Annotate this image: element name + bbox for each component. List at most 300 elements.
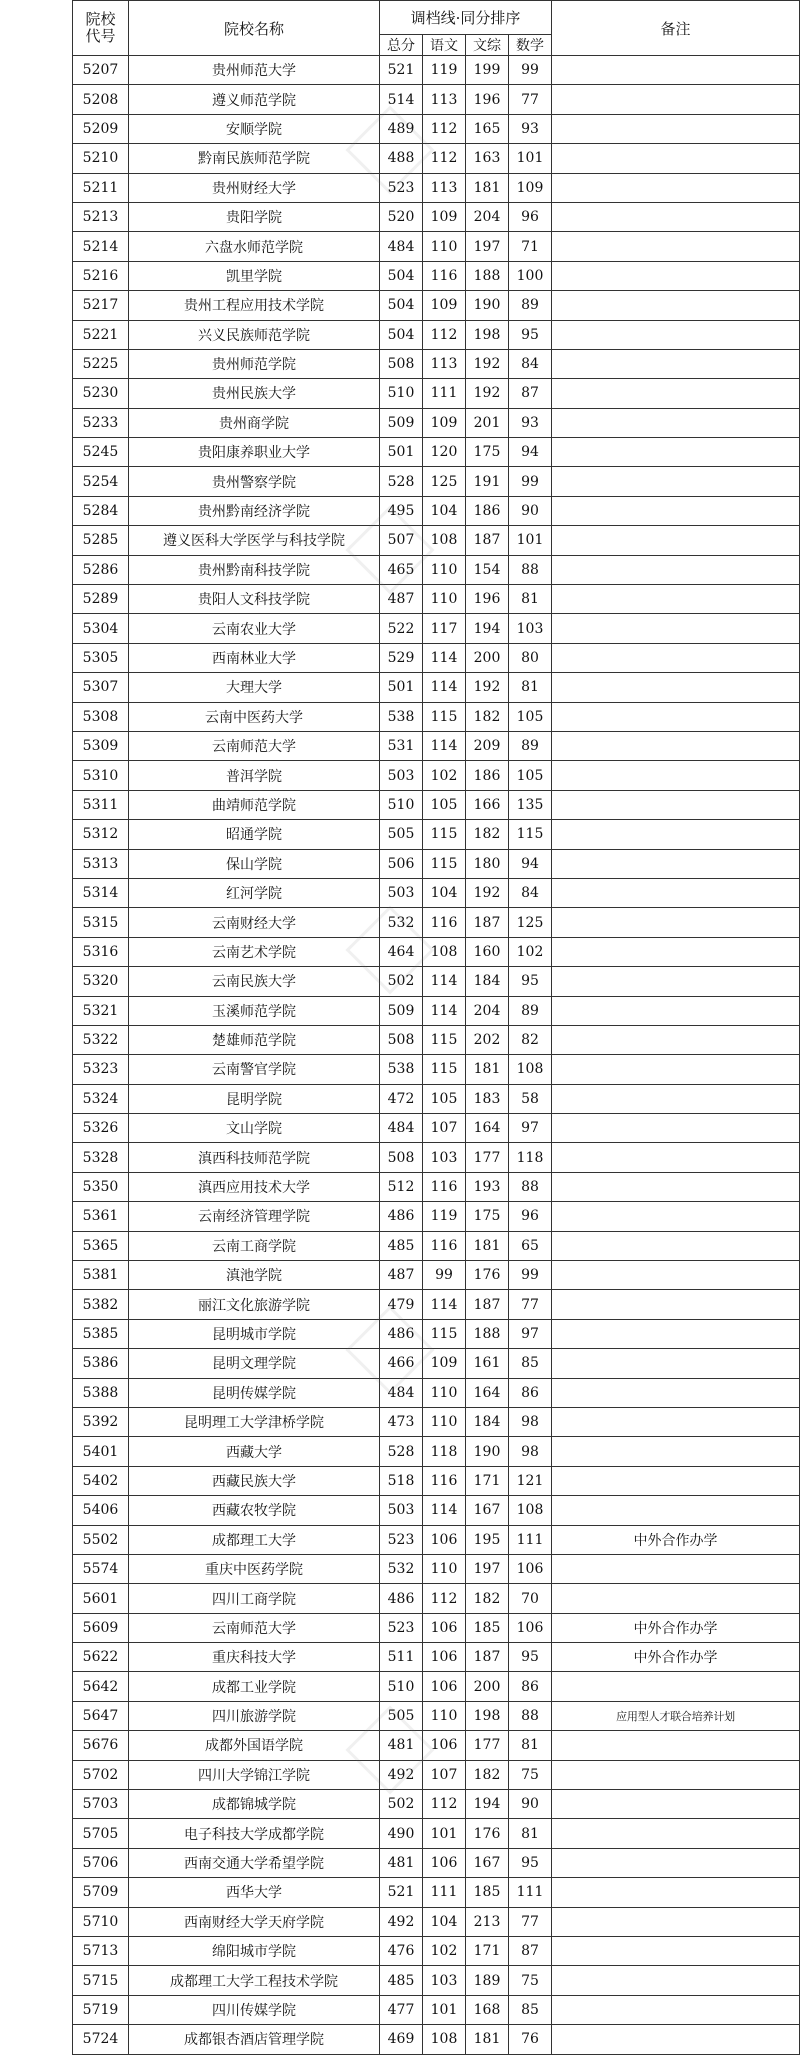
- cell-wenzong: 176: [466, 1819, 509, 1848]
- cell-total: 523: [380, 1613, 423, 1642]
- cell-code: 5286: [73, 555, 129, 584]
- cell-total: 477: [380, 1995, 423, 2024]
- cell-shuxue: 99: [509, 467, 552, 496]
- cell-yuwen: 109: [423, 1349, 466, 1378]
- cell-code: 5710: [73, 1907, 129, 1936]
- cell-code: 5713: [73, 1937, 129, 1966]
- cell-shuxue: 93: [509, 408, 552, 437]
- cell-school-name: 四川旅游学院: [129, 1701, 380, 1730]
- cell-wenzong: 182: [466, 1760, 509, 1789]
- cell-school-name: 贵阳学院: [129, 202, 380, 231]
- cell-yuwen: 115: [423, 1025, 466, 1054]
- cell-note: [552, 1466, 800, 1495]
- table-row: [73, 1643, 800, 1672]
- cell-note: [552, 1261, 800, 1290]
- cell-code: 5254: [73, 467, 129, 496]
- cell-code: 5285: [73, 526, 129, 555]
- cell-school-name: 贵州财经大学: [129, 173, 380, 202]
- cell-note: [552, 1819, 800, 1848]
- cell-code: 5381: [73, 1261, 129, 1290]
- cell-total: 466: [380, 1349, 423, 1378]
- cell-shuxue: 99: [509, 1261, 552, 1290]
- cell-note: [552, 496, 800, 525]
- cell-note: [552, 349, 800, 378]
- cell-wenzong: 182: [466, 702, 509, 731]
- cell-school-name: 绵阳城市学院: [129, 1937, 380, 1966]
- cell-wenzong: 171: [466, 1937, 509, 1966]
- table-row: [73, 1025, 800, 1054]
- cell-yuwen: 108: [423, 937, 466, 966]
- cell-yuwen: 109: [423, 202, 466, 231]
- header-school-name: 院校名称: [129, 1, 380, 56]
- table-row: [73, 173, 800, 202]
- cell-yuwen: 116: [423, 1231, 466, 1260]
- cell-note: [552, 379, 800, 408]
- cell-note: [552, 1731, 800, 1760]
- table-row: [73, 1378, 800, 1407]
- cell-note: [552, 526, 800, 555]
- cell-yuwen: 114: [423, 673, 466, 702]
- table-row: [73, 114, 800, 143]
- cell-total: 484: [380, 1114, 423, 1143]
- cell-shuxue: 98: [509, 1437, 552, 1466]
- cell-yuwen: 110: [423, 1407, 466, 1436]
- cell-note: [552, 202, 800, 231]
- cell-note: [552, 261, 800, 290]
- cell-code: 5326: [73, 1114, 129, 1143]
- cell-shuxue: 95: [509, 1643, 552, 1672]
- cell-shuxue: 81: [509, 1819, 552, 1848]
- cell-wenzong: 213: [466, 1907, 509, 1936]
- cell-wenzong: 188: [466, 1319, 509, 1348]
- cell-school-name: 昆明学院: [129, 1084, 380, 1113]
- cell-wenzong: 193: [466, 1172, 509, 1201]
- cell-total: 465: [380, 555, 423, 584]
- cell-note: [552, 908, 800, 937]
- cell-total: 521: [380, 1878, 423, 1907]
- cell-wenzong: 188: [466, 261, 509, 290]
- table-row: [73, 1819, 800, 1848]
- cell-wenzong: 177: [466, 1143, 509, 1172]
- cell-code: 5322: [73, 1025, 129, 1054]
- cell-code: 5310: [73, 761, 129, 790]
- cell-code: 5221: [73, 320, 129, 349]
- table-row: [73, 1407, 800, 1436]
- cell-shuxue: 97: [509, 1319, 552, 1348]
- cell-code: 5230: [73, 379, 129, 408]
- cell-shuxue: 90: [509, 496, 552, 525]
- cell-total: 504: [380, 291, 423, 320]
- cell-code: 5609: [73, 1613, 129, 1642]
- table-row: [73, 1790, 800, 1819]
- cell-code: 5308: [73, 702, 129, 731]
- cell-code: 5622: [73, 1643, 129, 1672]
- cell-note: [552, 1937, 800, 1966]
- table-row: [73, 1143, 800, 1172]
- cell-note: [552, 996, 800, 1025]
- cell-note: [552, 643, 800, 672]
- cell-total: 488: [380, 144, 423, 173]
- cell-wenzong: 186: [466, 496, 509, 525]
- table-header: [73, 1, 800, 56]
- cell-yuwen: 105: [423, 790, 466, 819]
- table-row: [73, 1496, 800, 1525]
- cell-shuxue: 81: [509, 1731, 552, 1760]
- cell-wenzong: 175: [466, 1202, 509, 1231]
- cell-shuxue: 106: [509, 1613, 552, 1642]
- cell-yuwen: 101: [423, 1995, 466, 2024]
- cell-code: 5502: [73, 1525, 129, 1554]
- cell-note: [552, 1790, 800, 1819]
- cell-wenzong: 192: [466, 673, 509, 702]
- cell-wenzong: 204: [466, 202, 509, 231]
- cell-note: [552, 438, 800, 467]
- table-row: [73, 614, 800, 643]
- table-row: [73, 555, 800, 584]
- cell-yuwen: 112: [423, 114, 466, 143]
- header-shuxue: 数学: [509, 35, 552, 56]
- cell-wenzong: 161: [466, 1349, 509, 1378]
- cell-school-name: 电子科技大学成都学院: [129, 1819, 380, 1848]
- cell-shuxue: 88: [509, 1172, 552, 1201]
- cell-wenzong: 200: [466, 1672, 509, 1701]
- cell-code: 5214: [73, 232, 129, 261]
- cell-total: 505: [380, 820, 423, 849]
- cell-yuwen: 117: [423, 614, 466, 643]
- cell-note: [552, 761, 800, 790]
- table-row: [73, 349, 800, 378]
- cell-shuxue: 90: [509, 1790, 552, 1819]
- cell-wenzong: 164: [466, 1114, 509, 1143]
- cell-note: [552, 1143, 800, 1172]
- cell-shuxue: 58: [509, 1084, 552, 1113]
- table-row: [73, 1937, 800, 1966]
- cell-code: 5309: [73, 731, 129, 760]
- cell-note: [552, 56, 800, 85]
- cell-total: 481: [380, 1731, 423, 1760]
- cell-school-name: 遵义医科大学医学与科技学院: [129, 526, 380, 555]
- cell-total: 507: [380, 526, 423, 555]
- cell-school-name: 成都工业学院: [129, 1672, 380, 1701]
- cell-yuwen: 110: [423, 1554, 466, 1583]
- cell-total: 512: [380, 1172, 423, 1201]
- cell-shuxue: 106: [509, 1554, 552, 1583]
- cell-yuwen: 110: [423, 1378, 466, 1407]
- cell-code: 5216: [73, 261, 129, 290]
- cell-note: [552, 1966, 800, 1995]
- cell-shuxue: 94: [509, 438, 552, 467]
- table-row: [73, 702, 800, 731]
- cell-school-name: 黔南民族师范学院: [129, 144, 380, 173]
- table-row: [73, 1055, 800, 1084]
- cell-school-name: 云南师范大学: [129, 731, 380, 760]
- table-row: [73, 1319, 800, 1348]
- cell-yuwen: 112: [423, 320, 466, 349]
- cell-school-name: 西南交通大学希望学院: [129, 1848, 380, 1877]
- cell-school-name: 西藏民族大学: [129, 1466, 380, 1495]
- header-wenzong: 文综: [466, 35, 509, 56]
- cell-note: [552, 1878, 800, 1907]
- cell-total: 501: [380, 673, 423, 702]
- cell-shuxue: 108: [509, 1496, 552, 1525]
- cell-shuxue: 95: [509, 320, 552, 349]
- cell-school-name: 玉溪师范学院: [129, 996, 380, 1025]
- cell-yuwen: 104: [423, 878, 466, 907]
- cell-note: [552, 731, 800, 760]
- cell-note: [552, 320, 800, 349]
- cell-yuwen: 101: [423, 1819, 466, 1848]
- cell-wenzong: 164: [466, 1378, 509, 1407]
- cell-total: 464: [380, 937, 423, 966]
- cell-note: [552, 1025, 800, 1054]
- cell-yuwen: 107: [423, 1114, 466, 1143]
- cell-shuxue: 102: [509, 937, 552, 966]
- cell-wenzong: 168: [466, 1995, 509, 2024]
- header-code: [73, 1, 129, 56]
- cell-shuxue: 125: [509, 908, 552, 937]
- cell-school-name: 西藏大学: [129, 1437, 380, 1466]
- cell-wenzong: 186: [466, 761, 509, 790]
- cell-yuwen: 113: [423, 173, 466, 202]
- cell-total: 528: [380, 467, 423, 496]
- cell-note: [552, 614, 800, 643]
- cell-yuwen: 114: [423, 967, 466, 996]
- cell-code: 5312: [73, 820, 129, 849]
- table-row: [73, 731, 800, 760]
- cell-wenzong: 191: [466, 467, 509, 496]
- table-row: [73, 56, 800, 85]
- cell-code: 5719: [73, 1995, 129, 2024]
- cell-school-name: 昆明传媒学院: [129, 1378, 380, 1407]
- cell-wenzong: 167: [466, 1496, 509, 1525]
- cell-wenzong: 184: [466, 1407, 509, 1436]
- table-row: [73, 1760, 800, 1789]
- cell-total: 489: [380, 114, 423, 143]
- cell-wenzong: 190: [466, 1437, 509, 1466]
- table-row: [73, 1672, 800, 1701]
- table-row: [73, 878, 800, 907]
- cell-wenzong: 201: [466, 408, 509, 437]
- cell-shuxue: 89: [509, 996, 552, 1025]
- cell-school-name: 遵义师范学院: [129, 85, 380, 114]
- cell-code: 5208: [73, 85, 129, 114]
- cell-yuwen: 113: [423, 349, 466, 378]
- cell-shuxue: 89: [509, 731, 552, 760]
- cell-total: 503: [380, 761, 423, 790]
- cell-note: [552, 85, 800, 114]
- cell-shuxue: 115: [509, 820, 552, 849]
- cell-code: 5386: [73, 1349, 129, 1378]
- cell-wenzong: 181: [466, 173, 509, 202]
- cell-school-name: 贵阳康养职业大学: [129, 438, 380, 467]
- cell-wenzong: 183: [466, 1084, 509, 1113]
- cell-school-name: 丽江文化旅游学院: [129, 1290, 380, 1319]
- cell-school-name: 昭通学院: [129, 820, 380, 849]
- cell-code: 5724: [73, 2025, 129, 2054]
- cell-wenzong: 182: [466, 1584, 509, 1613]
- cell-total: 505: [380, 1701, 423, 1730]
- cell-total: 514: [380, 85, 423, 114]
- cell-wenzong: 194: [466, 1790, 509, 1819]
- cell-wenzong: 184: [466, 967, 509, 996]
- cell-wenzong: 197: [466, 232, 509, 261]
- cell-code: 5715: [73, 1966, 129, 1995]
- cell-shuxue: 77: [509, 85, 552, 114]
- cell-note: [552, 1672, 800, 1701]
- table-row: [73, 1261, 800, 1290]
- cell-school-name: 成都银杏酒店管理学院: [129, 2025, 380, 2054]
- cell-total: 503: [380, 878, 423, 907]
- cell-note: [552, 1202, 800, 1231]
- cell-note: [552, 1172, 800, 1201]
- cell-wenzong: 192: [466, 379, 509, 408]
- table-row: [73, 85, 800, 114]
- cell-yuwen: 110: [423, 1701, 466, 1730]
- cell-wenzong: 198: [466, 320, 509, 349]
- cell-shuxue: 105: [509, 761, 552, 790]
- cell-yuwen: 112: [423, 1790, 466, 1819]
- cell-note: 中外合作办学: [552, 1643, 800, 1672]
- cell-shuxue: 109: [509, 173, 552, 202]
- table-row: [73, 1466, 800, 1495]
- cell-school-name: 保山学院: [129, 849, 380, 878]
- cell-shuxue: 81: [509, 585, 552, 614]
- cell-code: 5210: [73, 144, 129, 173]
- cell-yuwen: 118: [423, 1437, 466, 1466]
- cell-code: 5706: [73, 1848, 129, 1877]
- cell-total: 523: [380, 1525, 423, 1554]
- cell-note: [552, 849, 800, 878]
- cell-note: [552, 2025, 800, 2054]
- cell-school-name: 楚雄师范学院: [129, 1025, 380, 1054]
- cell-total: 509: [380, 408, 423, 437]
- cell-yuwen: 103: [423, 1966, 466, 1995]
- cell-school-name: 四川工商学院: [129, 1584, 380, 1613]
- table-row: [73, 2025, 800, 2054]
- cell-wenzong: 182: [466, 820, 509, 849]
- cell-shuxue: 82: [509, 1025, 552, 1054]
- cell-yuwen: 110: [423, 232, 466, 261]
- cell-school-name: 西藏农牧学院: [129, 1496, 380, 1525]
- cell-yuwen: 115: [423, 1319, 466, 1348]
- table-row: [73, 1349, 800, 1378]
- cell-shuxue: 86: [509, 1378, 552, 1407]
- cell-yuwen: 114: [423, 1290, 466, 1319]
- cell-shuxue: 101: [509, 144, 552, 173]
- cell-school-name: 重庆科技大学: [129, 1643, 380, 1672]
- cell-shuxue: 86: [509, 1672, 552, 1701]
- cell-yuwen: 116: [423, 1466, 466, 1495]
- cell-code: 5642: [73, 1672, 129, 1701]
- cell-shuxue: 111: [509, 1525, 552, 1554]
- cell-school-name: 昆明文理学院: [129, 1349, 380, 1378]
- cell-note: [552, 408, 800, 437]
- table-row: [73, 761, 800, 790]
- admission-score-table-sheet: [72, 0, 799, 2055]
- cell-school-name: 云南艺术学院: [129, 937, 380, 966]
- cell-total: 520: [380, 202, 423, 231]
- cell-school-name: 六盘水师范学院: [129, 232, 380, 261]
- cell-total: 472: [380, 1084, 423, 1113]
- table-row: [73, 643, 800, 672]
- table-row: [73, 261, 800, 290]
- cell-yuwen: 106: [423, 1525, 466, 1554]
- table-row: [73, 291, 800, 320]
- cell-note: [552, 1055, 800, 1084]
- cell-yuwen: 108: [423, 526, 466, 555]
- table-row: [73, 585, 800, 614]
- cell-school-name: 昆明理工大学津桥学院: [129, 1407, 380, 1436]
- table-row: [73, 849, 800, 878]
- cell-shuxue: 75: [509, 1966, 552, 1995]
- cell-code: 5382: [73, 1290, 129, 1319]
- cell-total: 476: [380, 1937, 423, 1966]
- cell-wenzong: 189: [466, 1966, 509, 1995]
- cell-note: [552, 1290, 800, 1319]
- cell-shuxue: 84: [509, 878, 552, 907]
- cell-code: 5245: [73, 438, 129, 467]
- cell-wenzong: 181: [466, 2025, 509, 2054]
- cell-shuxue: 76: [509, 2025, 552, 2054]
- cell-total: 486: [380, 1319, 423, 1348]
- cell-total: 532: [380, 1554, 423, 1583]
- cell-school-name: 红河学院: [129, 878, 380, 907]
- cell-code: 5385: [73, 1319, 129, 1348]
- cell-yuwen: 110: [423, 555, 466, 584]
- table-row: [73, 937, 800, 966]
- cell-school-name: 四川传媒学院: [129, 1995, 380, 2024]
- admission-score-table: [72, 0, 800, 2055]
- cell-school-name: 普洱学院: [129, 761, 380, 790]
- cell-school-name: 贵州警察学院: [129, 467, 380, 496]
- cell-yuwen: 109: [423, 291, 466, 320]
- cell-yuwen: 114: [423, 731, 466, 760]
- cell-shuxue: 87: [509, 1937, 552, 1966]
- cell-wenzong: 195: [466, 1525, 509, 1554]
- cell-note: [552, 232, 800, 261]
- cell-yuwen: 113: [423, 85, 466, 114]
- cell-school-name: 云南财经大学: [129, 908, 380, 937]
- cell-school-name: 滇西科技师范学院: [129, 1143, 380, 1172]
- cell-wenzong: 175: [466, 438, 509, 467]
- cell-yuwen: 105: [423, 1084, 466, 1113]
- cell-yuwen: 114: [423, 643, 466, 672]
- cell-note: [552, 1319, 800, 1348]
- cell-code: 5401: [73, 1437, 129, 1466]
- cell-yuwen: 116: [423, 1172, 466, 1201]
- cell-code: 5365: [73, 1231, 129, 1260]
- cell-code: 5304: [73, 614, 129, 643]
- cell-school-name: 贵阳人文科技学院: [129, 585, 380, 614]
- table-row: [73, 1878, 800, 1907]
- cell-wenzong: 190: [466, 291, 509, 320]
- cell-wenzong: 176: [466, 1261, 509, 1290]
- table-row: [73, 908, 800, 937]
- cell-school-name: 云南工商学院: [129, 1231, 380, 1260]
- cell-note: 应用型人才联合培养计划: [552, 1701, 800, 1730]
- cell-code: 5289: [73, 585, 129, 614]
- cell-code: 5601: [73, 1584, 129, 1613]
- table-row: [73, 1613, 800, 1642]
- cell-total: 508: [380, 1143, 423, 1172]
- cell-total: 484: [380, 232, 423, 261]
- cell-code: 5402: [73, 1466, 129, 1495]
- cell-code: 5315: [73, 908, 129, 937]
- table-row: [73, 1084, 800, 1113]
- cell-wenzong: 192: [466, 349, 509, 378]
- cell-total: 486: [380, 1584, 423, 1613]
- cell-total: 484: [380, 1378, 423, 1407]
